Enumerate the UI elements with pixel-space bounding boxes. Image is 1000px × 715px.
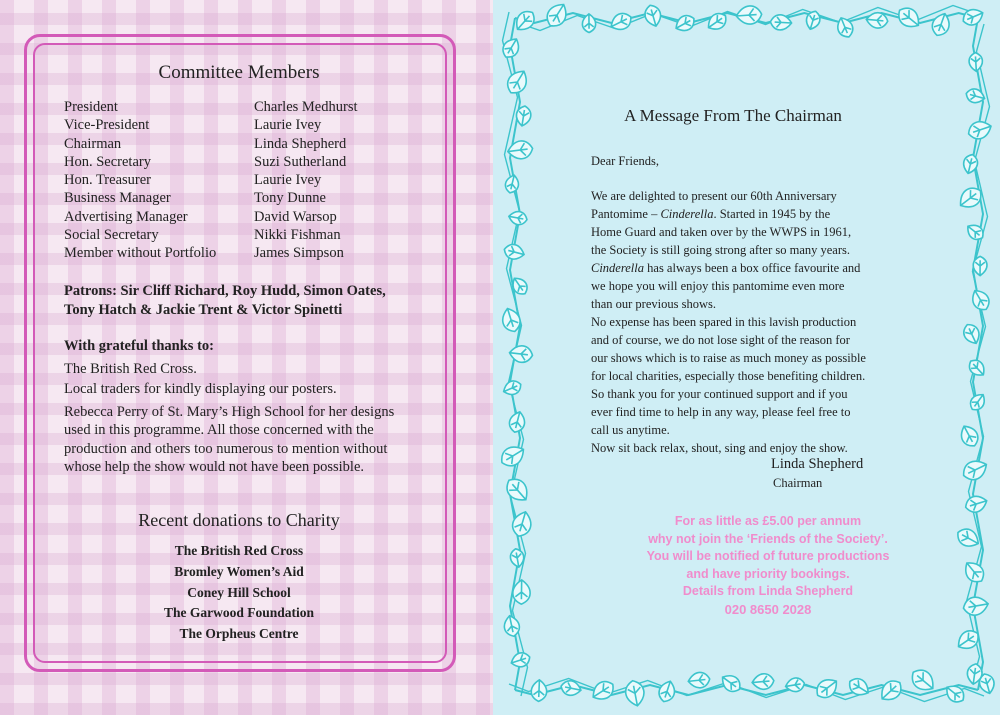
friends-line: and have priority bookings.	[686, 566, 850, 581]
message-line: Home Guard and taken over by the WWPS in 1961,	[591, 225, 852, 239]
message-line: call us anytime.	[591, 423, 670, 437]
committee-name: Tony Dunne	[254, 190, 326, 207]
message-line: Now sit back relax, shout, sing and enjoy the show.	[591, 441, 848, 455]
committee-name: David Warsop	[254, 208, 337, 225]
ivy-leaf-icon	[876, 676, 905, 705]
message-line: ever find time to help in any way, please feel free to	[591, 405, 851, 419]
ivy-leaf-icon	[503, 67, 531, 98]
committee-roles	[64, 98, 216, 263]
committee-name: Laurie Ivey	[254, 117, 322, 134]
left-page	[0, 0, 493, 715]
ivy-leaf-icon	[513, 580, 531, 604]
patrons-text: Patrons: Sir Cliff Richard, Roy Hudd, Simon Oates, Tony Hatch & Jackie Trent & Victor Spinetti	[64, 283, 386, 318]
ivy-leaf-icon	[501, 378, 523, 397]
friends-line: why not join the ‘Friends of the Society’.	[648, 531, 888, 546]
charity-item: Coney Hill School	[187, 584, 291, 600]
committee-name: Suzi Sutherland	[254, 153, 347, 170]
committee-role: Business Manager	[64, 190, 171, 207]
message-line: and of course, we do not lose sight of the reason for	[591, 333, 850, 347]
ivy-leaf-icon	[968, 287, 993, 314]
ivy-leaf-icon	[687, 671, 710, 689]
thanks-item: Rebecca Perry of St. Mary’s High School for her designs used in this programme. All those concerned with the production and others too numerous to mention without whose help the show would not have been possible.	[64, 404, 395, 475]
ivy-leaf-icon	[512, 7, 539, 34]
committee-names	[254, 98, 358, 263]
ivy-leaf-icon	[508, 210, 529, 226]
charity-list	[0, 541, 478, 645]
ivy-leaf-icon	[751, 673, 774, 690]
committee-title: Committee Members	[158, 62, 320, 83]
ivy-leaf-icon	[531, 680, 547, 702]
right-page	[493, 0, 1000, 715]
ivy-leaf-icon	[967, 391, 988, 413]
friends-line: Details from Linda Shepherd	[682, 584, 854, 598]
thanks-item: The British Red Cross.	[64, 361, 197, 377]
committee-name: Nikki Fishman	[254, 227, 341, 244]
friends-of-society-notice	[553, 513, 983, 618]
ivy-leaf-icon	[507, 410, 527, 434]
ivy-leaf-icon	[966, 357, 988, 380]
charity-item: Bromley Women’s Aid	[174, 563, 304, 579]
ivy-leaf-icon	[643, 3, 664, 28]
ivy-leaf-icon	[497, 442, 528, 471]
message-line: Pantomime – Cinderella. Started in 1945 by the	[591, 207, 831, 221]
committee-role: Advertising Manager	[64, 208, 188, 225]
committee-name: Charles Medhurst	[254, 99, 358, 115]
thanks-heading: With grateful thanks to:	[64, 338, 214, 354]
committee-role: Member without Portfolio	[64, 245, 217, 262]
committee-role: Vice-President	[64, 117, 150, 134]
charity-item: The Garwood Foundation	[163, 605, 315, 621]
ivy-leaf-icon	[503, 242, 526, 261]
ivy-leaf-icon	[718, 671, 744, 695]
ivy-leaf-icon	[960, 456, 991, 483]
charity-item: The British Red Cross	[174, 543, 304, 558]
ivy-leaf-icon	[973, 256, 987, 275]
committee-name: Laurie Ivey	[254, 172, 322, 189]
message-line: So thank you for your continued support and if you	[591, 387, 848, 401]
committee-role: Hon. Secretary	[64, 153, 151, 170]
friends-line: For as little as £5.00 per annum	[674, 514, 862, 528]
ivy-leaf-icon	[656, 679, 677, 704]
ivy-leaf-icon	[624, 679, 647, 707]
ivy-leaf-icon	[957, 422, 981, 449]
ivy-leaf-icon	[504, 174, 521, 195]
committee-name: James Simpson	[254, 245, 344, 262]
committee-role: Hon. Treasurer	[64, 172, 151, 189]
ivy-leaf-icon	[673, 12, 698, 34]
message-line: the Society is still going strong after so many years.	[591, 243, 850, 257]
message-line: we hope you will enjoy this pantomime even more	[591, 279, 845, 293]
message-line: than our previous shows.	[591, 297, 716, 311]
message-body	[591, 187, 921, 457]
committee-role: President	[64, 99, 118, 115]
committee-name: Linda Shepherd	[254, 135, 347, 152]
friends-phone: 020 8650 2028	[724, 601, 812, 617]
ivy-leaf-icon	[964, 221, 987, 243]
message-line: No expense has been spared in this lavish production	[591, 315, 857, 329]
committee-role: Social Secretary	[64, 227, 159, 244]
message-line: for local charities, especially those benefiting children.	[591, 369, 866, 383]
ivy-leaf-icon	[834, 15, 855, 40]
ivy-leaf-icon	[608, 10, 635, 34]
chairman-message-title: A Message From The Chairman	[624, 106, 842, 125]
committee-role: Chairman	[64, 135, 122, 152]
message-line: Cinderella has always been a box office favourite and	[591, 261, 861, 275]
donations-title: Recent donations to Charity	[138, 510, 340, 530]
signature-title: Chairman	[773, 476, 823, 490]
ivy-leaf-icon	[963, 493, 989, 514]
charity-item: The Orpheus Centre	[179, 626, 299, 642]
salutation: Dear Friends,	[591, 154, 660, 168]
signature-name: Linda Shepherd	[771, 456, 864, 472]
ivy-leaf-icon	[509, 650, 532, 669]
ivy-leaf-icon	[894, 4, 924, 33]
ivy-leaf-icon	[502, 474, 533, 505]
message-line: We are delighted to present our 60th Anniversary	[591, 189, 837, 203]
ivy-leaf-icon	[509, 345, 534, 364]
thanks-item: Local traders for kindly displaying our posters.	[64, 381, 337, 397]
message-line: our shows which is to raise as much money as possible	[591, 351, 866, 365]
friends-line: You will be notified of future productions	[646, 549, 890, 563]
ivy-leaf-icon	[813, 674, 842, 701]
